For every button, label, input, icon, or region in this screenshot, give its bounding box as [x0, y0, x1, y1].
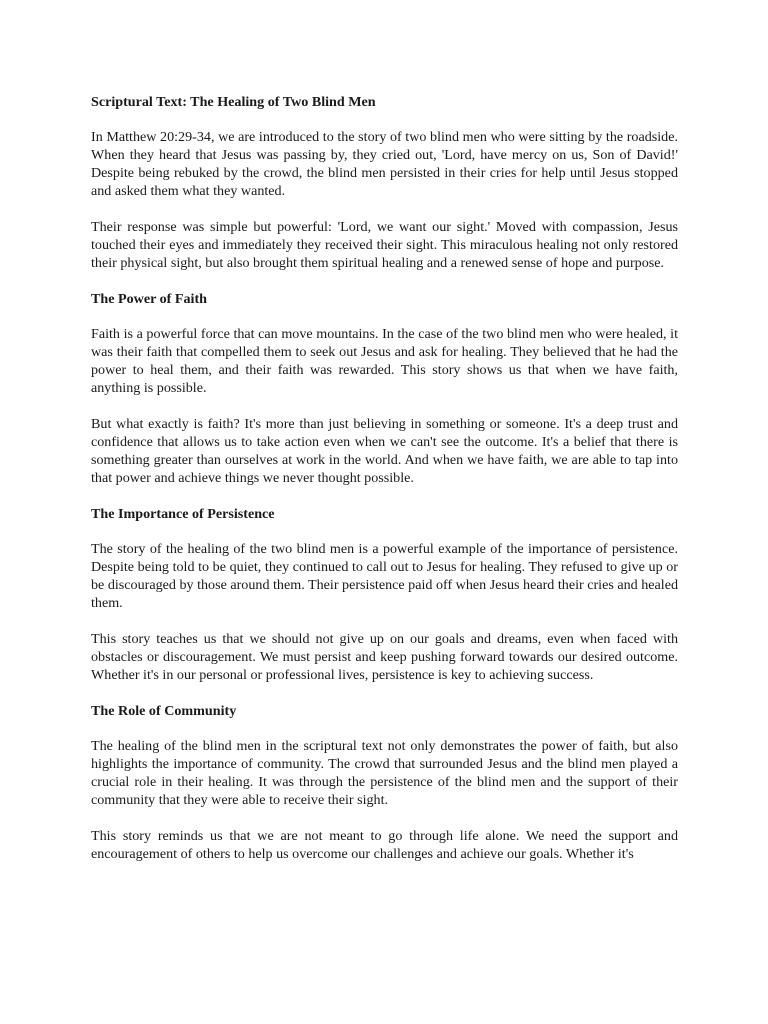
document-page — [91, 93, 678, 881]
section-paragraph: This story teaches us that we should not give up on our goals and dreams, even when faced with obstacles or discouragement. We must persist and keep pushing forward towards our desired outcome. Whether it's in our personal or professional lives, persistence is key to achieving success. — [91, 631, 678, 683]
section-heading-faith: The Power of Faith — [91, 291, 207, 307]
section-heading-persistence: The Importance of Persistence — [91, 506, 275, 522]
intro-paragraph: In Matthew 20:29-34, we are introduced to the story of two blind men who were sitting by the roadside. When they heard that Jesus was passing by, they cried out, 'Lord, have mercy on us, Son of David!' Despite being rebuked by the crowd, the blind men persisted in their cries for help until Jesus stopped and asked them what they wanted. — [91, 129, 678, 199]
section-paragraph: The healing of the blind men in the scriptural text not only demonstrates the power of faith, but also highlights the importance of community. The crowd that surrounded Jesus and the blind men played a crucial role in their healing. It was through the persistence of the blind men and the support of their community that they were able to receive their sight. — [91, 738, 678, 808]
document-title: Scriptural Text: The Healing of Two Blind Men — [91, 94, 376, 110]
section-heading-community: The Role of Community — [91, 703, 237, 719]
section-paragraph: This story reminds us that we are not meant to go through life alone. We need the support and encouragement of others to help us overcome our challenges and achieve our goals. Whether it's — [91, 828, 678, 862]
intro-paragraph: Their response was simple but powerful: 'Lord, we want our sight.' Moved with compassion, Jesus touched their eyes and immediately they received their sight. This miraculous healing not only restored their physical sight, but also brought them spiritual healing and a renewed sense of hope and purpose. — [91, 219, 678, 271]
section-paragraph: But what exactly is faith? It's more than just believing in something or someone. It's a deep trust and confidence that allows us to take action even when we can't see the outcome. It's a belief that there is something greater than ourselves at work in the world. And when we have faith, we are able to tap into that power and achieve things we never thought possible. — [91, 416, 678, 486]
section-paragraph: The story of the healing of the two blind men is a powerful example of the importance of persistence. Despite being told to be quiet, they continued to call out to Jesus for healing. They refused to give up or be discouraged by those around them. Their persistence paid off when Jesus heard their cries and healed them. — [91, 541, 678, 611]
section-paragraph: Faith is a powerful force that can move mountains. In the case of the two blind men who were healed, it was their faith that compelled them to seek out Jesus and ask for healing. They believed that he had the power to heal them, and their faith was rewarded. This story shows us that when we have faith, anything is possible. — [91, 326, 678, 396]
